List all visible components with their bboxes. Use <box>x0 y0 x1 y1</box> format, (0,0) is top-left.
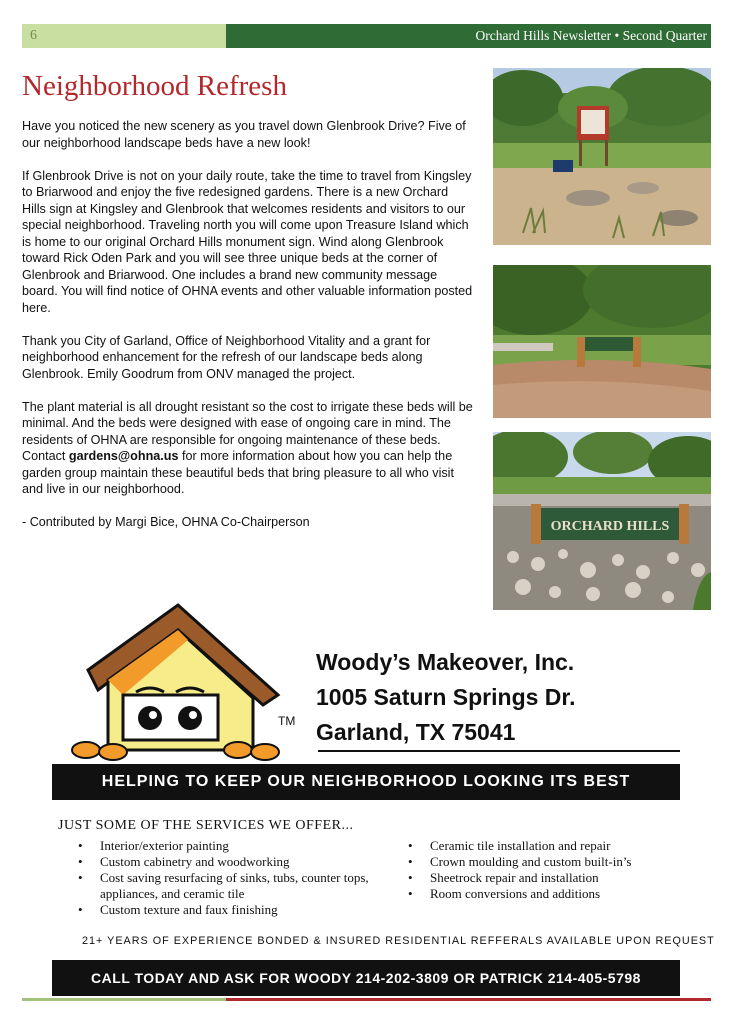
article-body <box>22 118 474 547</box>
page-number: 6 <box>30 28 37 43</box>
service-item: • Custom cabinetry and woodworking <box>78 854 378 870</box>
sign-text: ORCHARD HILLS <box>550 519 670 534</box>
company-address-line1: 1005 Saturn Springs Dr. <box>316 684 576 710</box>
text-run: The plant material is all drought resistant so the cost to irrigate these beds will be minimal. And the beds were designed with ease of ongoing care in mind. The residents of OHNA are responsible for ongoing maintenance of these beds. Contact <box>22 399 473 463</box>
service-item: • Crown moulding and custom built-in’s <box>408 854 708 870</box>
article-paragraph: Thank you City of Garland, Office of Neighborhood Vitality and a grant for neighborhood enhancement for the refresh of our landscape beds along Glenbrook. Emily Goodrum from ONV managed the project. <box>22 333 431 381</box>
credentials-line: 21+ YEARS OF EXPERIENCE BONDED & INSURED RESIDENTIAL REFFERALS AVAILABLE UPON REQUEST <box>82 935 715 947</box>
article-paragraph: If Glenbrook Drive is not on your daily route, take the time to travel from Kingsley to Briarwood and enjoy the five redesigned gardens. There is a new Orchard Hills sign at Kingsley and Glenbrook that welcomes residents and visitors to our special neighborhood. Traveling north you will come upon Treasure Island which is home to our original Orchard Hills monument sign. Wind along Glenbrook toward Rick Oden Park and you will see three unique beds at the corner of Glenbrook and Briarwood. One includes a brand new community message board. You will find notice of OHNA events and other valuable information posted here. <box>22 168 473 315</box>
article-paragraph: Have you noticed the new scenery as you travel down Glenbrook Drive? Five of our neighborhood landscape beds have a new look! <box>22 119 466 150</box>
service-item: • Cost saving resurfacing of sinks, tubs, counter tops, appliances, and ceramic tile <box>78 870 378 902</box>
service-item: • Custom texture and faux finishing <box>78 902 378 918</box>
call-to-action-bar: CALL TODAY AND ASK FOR WOODY 214-202-3809 OR PATRICK 214-405-5798 <box>52 960 680 996</box>
article-credit: - Contributed by Margi Bice, OHNA Co-Chairperson <box>22 515 310 529</box>
services-heading: JUST SOME OF THE SERVICES WE OFFER... <box>58 818 354 833</box>
service-item: • Interior/exterior painting <box>78 838 378 854</box>
garden-photo-message-board <box>493 68 711 245</box>
garden-photo-orchard-hills-sign <box>493 432 711 610</box>
woodys-house-logo <box>68 600 328 765</box>
trademark-mark: TM <box>278 714 296 728</box>
article-paragraph <box>22 399 474 498</box>
garden-photo-park-bed <box>493 265 711 418</box>
header-bar-accent <box>22 24 226 48</box>
text-run: for more information about how you can help the garden group maintain these beautiful beds that bring pleasure to all who visit and live in our neighborhood. <box>22 449 454 496</box>
services-list-left <box>78 838 378 918</box>
email-link[interactable]: gardens@ohna.us <box>68 449 179 463</box>
ad-divider <box>318 750 680 752</box>
services-list-right <box>408 838 708 902</box>
service-item: • Ceramic tile installation and repair <box>408 838 708 854</box>
service-item: • Sheetrock repair and installation <box>408 870 708 886</box>
article-title: Neighborhood Refresh <box>22 70 287 102</box>
service-item: • Room conversions and additions <box>408 886 708 902</box>
ad-slogan-banner: HELPING TO KEEP OUR NEIGHBORHOOD LOOKING ITS BEST <box>52 764 680 800</box>
footer-rule-red <box>226 998 711 1001</box>
company-name: Woody’s Makeover, Inc. <box>316 649 575 675</box>
newsletter-title: Orchard Hills Newsletter • Second Quarter <box>475 28 707 43</box>
company-address-line2: Garland, TX 75041 <box>316 719 516 745</box>
footer-rule-green <box>22 998 226 1001</box>
company-block <box>316 645 575 750</box>
